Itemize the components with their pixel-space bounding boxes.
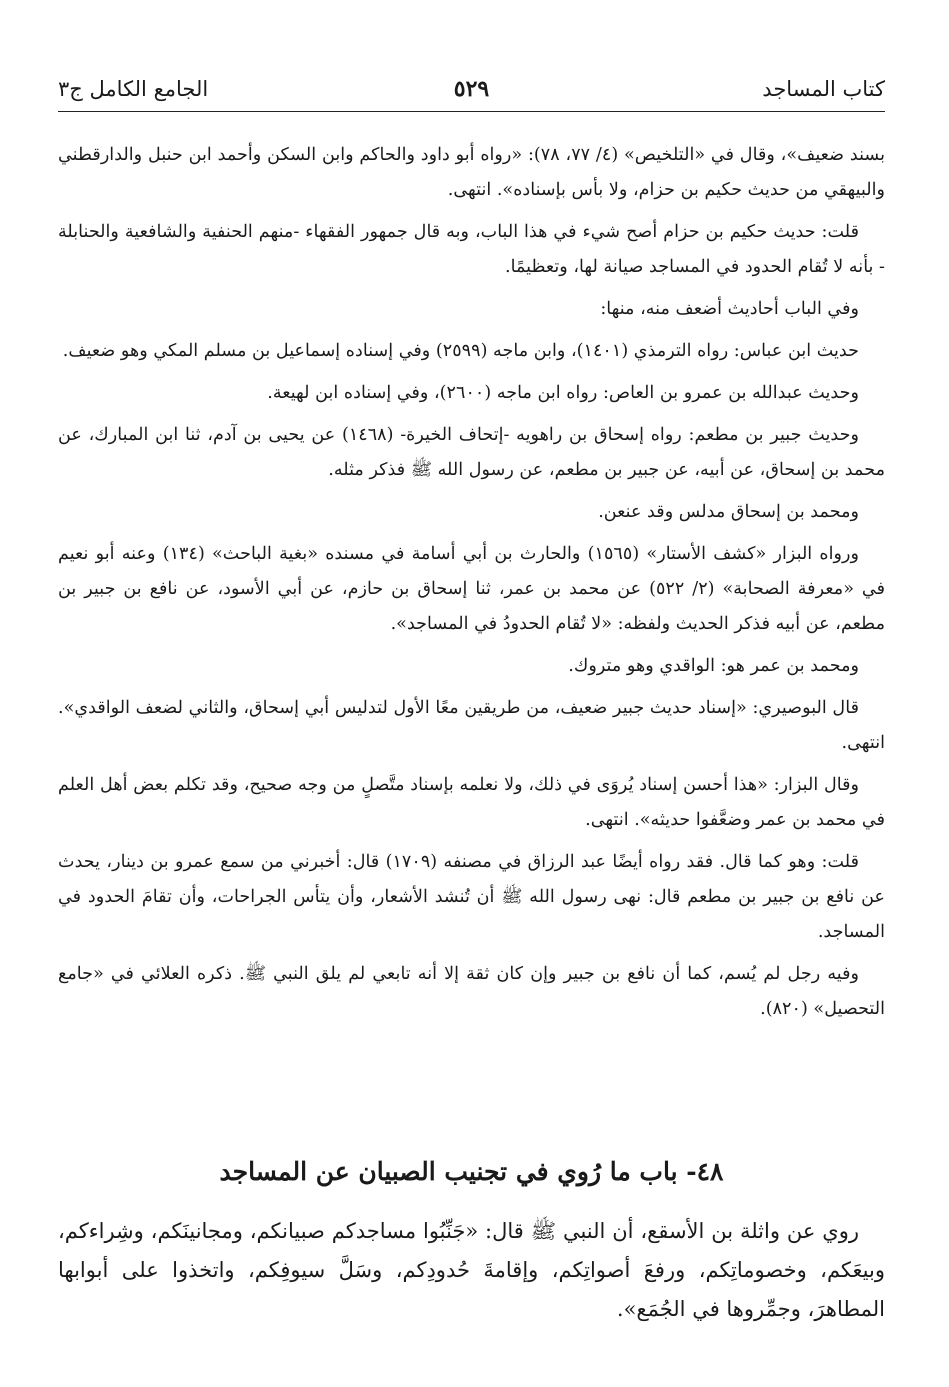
paragraph: وحديث جبير بن مطعم: رواه إسحاق بن راهويه -إتحاف الخيرة- (١٤٦٨) عن يحيى بن آدم، ثنا ابن المبارك، عن محمد بن إسحاق، عن أبيه، عن جبير بن مطعم، عن رسول الله ﷺ فذكر مثله. [58,425,885,480]
paragraph: وحديث عبدالله بن عمرو بن العاص: رواه ابن ماجه (٢٦٠٠)، وفي إسناده ابن لهيعة. [267,383,859,403]
main-text [58,138,885,1034]
paragraph: قلت: حديث حكيم بن حزام أصح شيء في هذا الباب، وبه قال جمهور الفقهاء -منهم الحنفية والشافعية والحنابلة - بأنه لا تُقام الحدود في المساجد صيانة لها، وتعظيمًا. [58,222,885,277]
chapter-heading: ٤٨- باب ما رُوي في تجنيب الصبيان عن المساجد [219,1157,724,1186]
chapter-hadith-text: روي عن واثلة بن الأسقع، أن النبي ﷺ قال: «جَنِّبُوا مساجدكم صبيانكم، ومجانينَكم، وشِراءكم، وبيعَكم، وخصوماتِكم، ورفعَ أصواتِكم، وإقامةَ حُدودِكم، وسَلَّ سيوفِكم، واتخذوا على أبوابها المطاهرَ، وجمِّروها في الجُمَع». [58,1219,885,1321]
paragraph: قال البوصيري: «إسناد حديث جبير ضعيف، من طريقين معًا الأول لتدليس أبي إسحاق، والثاني لضعف الواقدي». انتهى. [58,698,885,753]
running-header [58,72,885,106]
header-volume-title: الجامع الكامل ج٣ [58,77,209,101]
paragraph: حديث ابن عباس: رواه الترمذي (١٤٠١)، وابن ماجه (٢٥٩٩) وفي إسناده إسماعيل بن مسلم المكي وهو ضعيف. [62,341,859,361]
paragraph: ومحمد بن عمر هو: الواقدي وهو متروك. [568,656,859,676]
header-book-section: كتاب المساجد [762,77,885,101]
paragraph: ومحمد بن إسحاق مدلس وقد عنعن. [598,502,859,522]
page-number: ٥٢٩ [453,76,490,102]
paragraph: وقال البزار: «هذا أحسن إسناد يُروَى في ذلك، ولا نعلمه بإسناد متَّصلٍ من وجه صحيح، وقد تكلم بعض أهل العلم في محمد بن عمر وضعَّفوا حديثه». انتهى. [58,775,885,830]
paragraph: قلت: وهو كما قال. فقد رواه أيضًا عبد الرزاق في مصنفه (١٧٠٩) قال: أخبرني من سمع عمرو بن دينار، يحدث عن نافع بن جبير بن مطعم قال: نهى رسول الله ﷺ أن تُنشد الأشعار، وأن يتأس الجراحات، وأن تقامَ الحدود في المساجد. [58,852,885,942]
header-divider [58,111,885,112]
paragraph: ورواه البزار «كشف الأستار» (١٥٦٥) والحارث بن أبي أسامة في مسنده «بغية الباحث» (١٣٤) وعنه أبو نعيم في «معرفة الصحابة» (٢/ ٥٢٢) عن محمد بن عمر، ثنا إسحاق بن حازم، عن أبي الأسود، عن نافع بن جبير بن مطعم، عن أبيه فذكر الحديث ولفظه: «لا تُقام الحدودُ في المساجد». [58,544,886,634]
paragraph: وفيه رجل لم يُسم، كما أن نافع بن جبير وإن كان ثقة إلا أنه تابعي لم يلق النبي ﷺ. ذكره العلائي في «جامع التحصيل» (٨٢٠). [58,964,885,1019]
paragraph: بسند ضعيف»، وقال في «التلخيص» (٤/ ٧٧، ٧٨): «رواه أبو داود والحاكم وابن السكن وأحمد ابن حنبل والدارقطني والبيهقي من حديث حكيم بن حزام، ولا بأس بإسناده». انتهى. [58,145,886,200]
paragraph: وفي الباب أحاديث أضعف منه، منها: [600,299,859,319]
